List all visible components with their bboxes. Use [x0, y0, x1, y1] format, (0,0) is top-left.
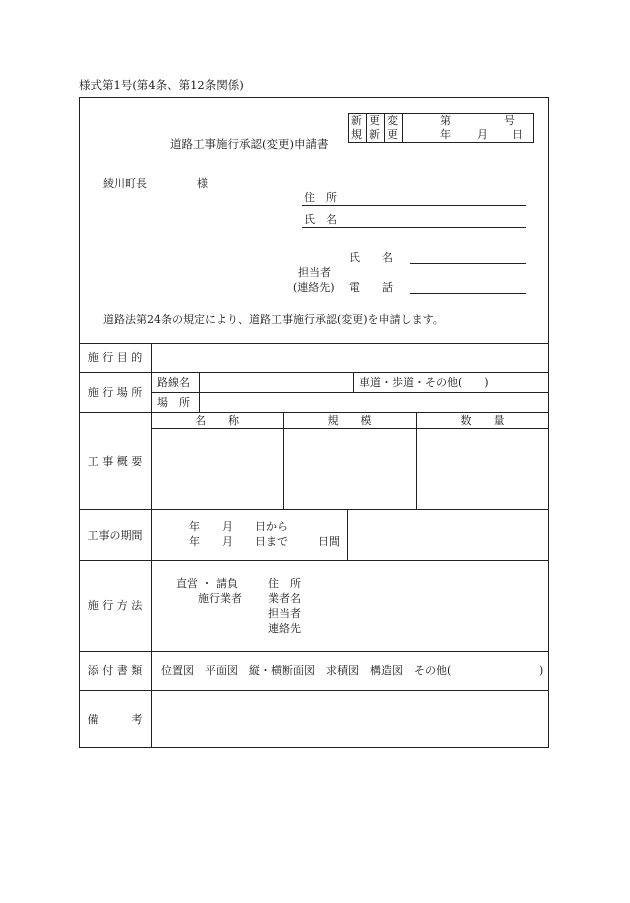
- method-field-company: 業者名: [268, 592, 301, 605]
- stamp-year: 年: [440, 128, 451, 141]
- stamp-number-suffix: 号: [504, 114, 515, 127]
- method-label: 施 行 方 法: [87, 599, 143, 612]
- row-divider: [79, 343, 549, 344]
- column-divider: [347, 509, 348, 560]
- column-divider: [199, 372, 200, 412]
- period-days: 日間: [318, 535, 340, 548]
- contact-name-label: 氏 名: [349, 251, 393, 264]
- applicant-address-line: [302, 205, 526, 206]
- method-contractor: 施行業者: [198, 592, 242, 605]
- contact-phone-line: [410, 293, 526, 294]
- stamp-cell: 規: [351, 128, 362, 141]
- row-divider: [79, 372, 549, 373]
- stamp-cell: 更: [387, 128, 398, 141]
- overview-column-name: 名 称: [195, 414, 239, 427]
- column-divider: [353, 372, 354, 392]
- period-to: 年 月 日まで: [189, 535, 288, 548]
- applicant-name-label: 氏 名: [304, 213, 337, 226]
- applicant-name-line: [302, 227, 526, 228]
- remarks-label: 備 考: [87, 713, 143, 726]
- contact-person-label: 担当者: [298, 266, 331, 279]
- row-divider: [79, 690, 549, 691]
- road-type-options: 車道・歩道・その他( ): [359, 376, 489, 389]
- method-options: 直営 ・ 請負: [176, 577, 238, 590]
- addressee-honorific: 様: [197, 177, 208, 190]
- stamp-number-prefix: 第: [440, 114, 451, 127]
- column-divider: [283, 412, 284, 509]
- label-column-divider: [151, 343, 152, 748]
- period-from: 年 月 日から: [189, 520, 288, 533]
- overview-column-quantity: 数 量: [460, 414, 505, 427]
- row-divider: [151, 392, 549, 393]
- method-field-address: 住 所: [268, 577, 301, 590]
- method-field-person: 担当者: [268, 607, 301, 620]
- applicant-address-label: 住 所: [304, 191, 337, 204]
- route-label: 路線名: [157, 376, 190, 389]
- row-divider: [79, 560, 549, 561]
- row-divider: [79, 412, 549, 413]
- attachments-label: 添 付 書 類: [87, 664, 143, 677]
- contact-name-line: [410, 263, 526, 264]
- row-divider: [79, 651, 549, 652]
- method-field-contact: 連絡先: [268, 622, 301, 635]
- location-label: 施 行 場 所: [87, 386, 143, 399]
- stamp-divider: [366, 113, 367, 143]
- stamp-divider: [384, 113, 385, 143]
- contact-phone-label: 電 話: [349, 281, 393, 294]
- stamp-divider: [402, 113, 403, 143]
- attachments-list: 位置図 平面図 縦・横断面図 求積図 構造図 その他(: [161, 664, 452, 677]
- page-title: 道路工事施行承認(変更)申請書: [170, 137, 329, 151]
- purpose-label: 施 行 目 的: [87, 351, 143, 364]
- stamp-cell: 変: [387, 114, 398, 127]
- attachments-close: ): [539, 664, 544, 677]
- stamp-cell: 新: [351, 114, 362, 127]
- stamp-cell: 新: [369, 128, 380, 141]
- stamp-cell: 更: [369, 114, 380, 127]
- period-label: 工事の期間: [87, 529, 143, 542]
- column-divider: [416, 412, 417, 509]
- overview-column-scale: 規 模: [327, 414, 372, 427]
- contact-label: (連絡先): [293, 281, 335, 294]
- stamp-month: 月: [477, 128, 488, 141]
- overview-label: 工 事 概 要: [87, 455, 143, 468]
- addressee-name: 綾川町長: [103, 177, 147, 190]
- form-number: 様式第1号(第4条、第12条関係): [79, 78, 244, 92]
- application-statement: 道路法第24条の規定により、道路工事施行承認(変更)を申請します。: [103, 313, 444, 326]
- stamp-day: 日: [512, 128, 523, 141]
- row-divider: [79, 509, 549, 510]
- row-divider: [151, 428, 549, 429]
- place-label: 場 所: [157, 396, 190, 409]
